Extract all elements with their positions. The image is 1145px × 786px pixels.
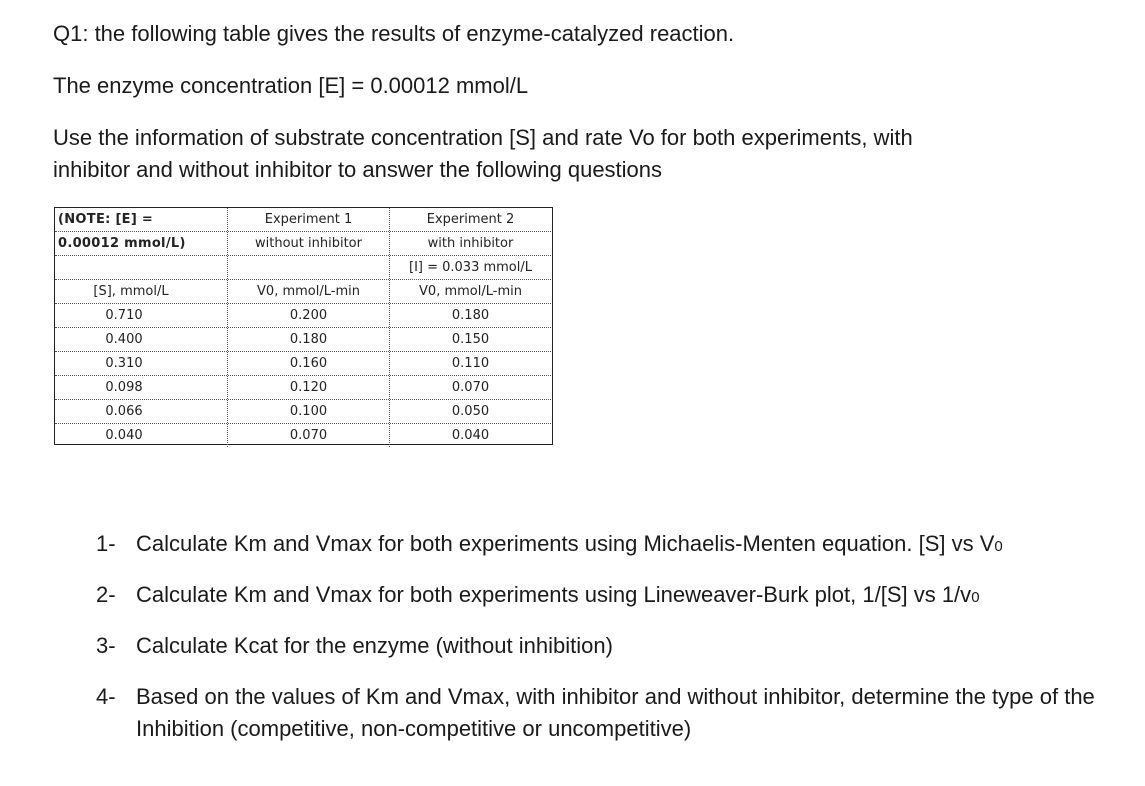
substrate-value: 0.710 — [105, 308, 143, 323]
experiment-2-subtitle: with inhibitor — [389, 232, 551, 255]
empty-cell — [55, 256, 227, 279]
column-header-substrate: [S], mmol/L — [93, 284, 169, 299]
question-text: Based on the values of Km and Vmax, with inhibitor and without inhibitor, determine the type of the Inhibition (competitive, non-competitive or uncompetitive) — [136, 684, 1095, 741]
table-row — [55, 328, 551, 352]
experiment-1-subtitle: without inhibitor — [227, 232, 389, 255]
v0-exp2-value: 0.180 — [389, 304, 551, 327]
substrate-value: 0.400 — [105, 332, 143, 347]
table-header-row-2 — [55, 232, 551, 256]
v0-exp2-value: 0.040 — [389, 424, 551, 447]
substrate-value: 0.310 — [105, 356, 143, 371]
question-number: 2- — [96, 582, 116, 607]
column-header-v0-exp1: V0, mmol/L-min — [227, 280, 389, 303]
question-number: 4- — [96, 684, 116, 709]
question-number: 3- — [96, 633, 116, 658]
inhibitor-concentration: [I] = 0.033 mmol/L — [389, 256, 551, 279]
table-column-header-row — [55, 280, 551, 304]
v0-exp1-value: 0.160 — [227, 352, 389, 375]
table-row — [55, 400, 551, 424]
question-text-main: Calculate Km and Vmax for both experiments using Lineweaver-Burk plot, 1/[S] vs 1/v — [136, 582, 972, 607]
v0-exp1-value: 0.100 — [227, 400, 389, 423]
question-number: 1- — [96, 531, 116, 556]
instructions-line-1: Use the information of substrate concentration [S] and rate Vo for both experiments, with — [53, 125, 913, 150]
v0-exp2-value: 0.110 — [389, 352, 551, 375]
substrate-value: 0.066 — [105, 404, 143, 419]
v0-exp1-value: 0.120 — [227, 376, 389, 399]
v0-exp1-value: 0.070 — [227, 424, 389, 447]
substrate-value: 0.098 — [105, 380, 143, 395]
table-row — [55, 424, 551, 448]
table-header-row-1 — [55, 208, 551, 232]
note-label-1: (NOTE: [E] = — [58, 212, 154, 227]
table-row — [55, 304, 551, 328]
empty-cell — [227, 256, 389, 279]
note-label-2: 0.00012 mmol/L) — [58, 236, 186, 251]
subscript-zero: 0 — [971, 589, 980, 606]
v0-exp2-value: 0.070 — [389, 376, 551, 399]
question-text — [136, 528, 1136, 563]
substrate-value: 0.040 — [105, 428, 143, 443]
v0-exp2-value: 0.150 — [389, 328, 551, 351]
table-row — [55, 376, 551, 400]
instructions-line-2: inhibitor and without inhibitor to answer the following questions — [53, 157, 663, 182]
experiment-1-title: Experiment 1 — [227, 208, 389, 231]
v0-exp2-value: 0.050 — [389, 400, 551, 423]
table-row — [55, 352, 551, 376]
question-text — [136, 579, 1136, 614]
column-header-v0-exp2: V0, mmol/L-min — [389, 280, 551, 303]
subscript-zero: 0 — [994, 538, 1003, 555]
table-header-row-3 — [55, 256, 551, 280]
enzyme-concentration-line: The enzyme concentration [E] = 0.00012 mmol/L — [53, 73, 529, 98]
question-text-main: Calculate Km and Vmax for both experiments using Michaelis-Menten equation. [S] vs V — [136, 531, 995, 556]
question-text: Calculate Kcat for the enzyme (without inhibition) — [136, 633, 613, 658]
intro-line-1: Q1: the following table gives the results of enzyme-catalyzed reaction. — [53, 21, 735, 46]
v0-exp1-value: 0.180 — [227, 328, 389, 351]
results-table — [54, 207, 553, 445]
v0-exp1-value: 0.200 — [227, 304, 389, 327]
experiment-2-title: Experiment 2 — [389, 208, 551, 231]
